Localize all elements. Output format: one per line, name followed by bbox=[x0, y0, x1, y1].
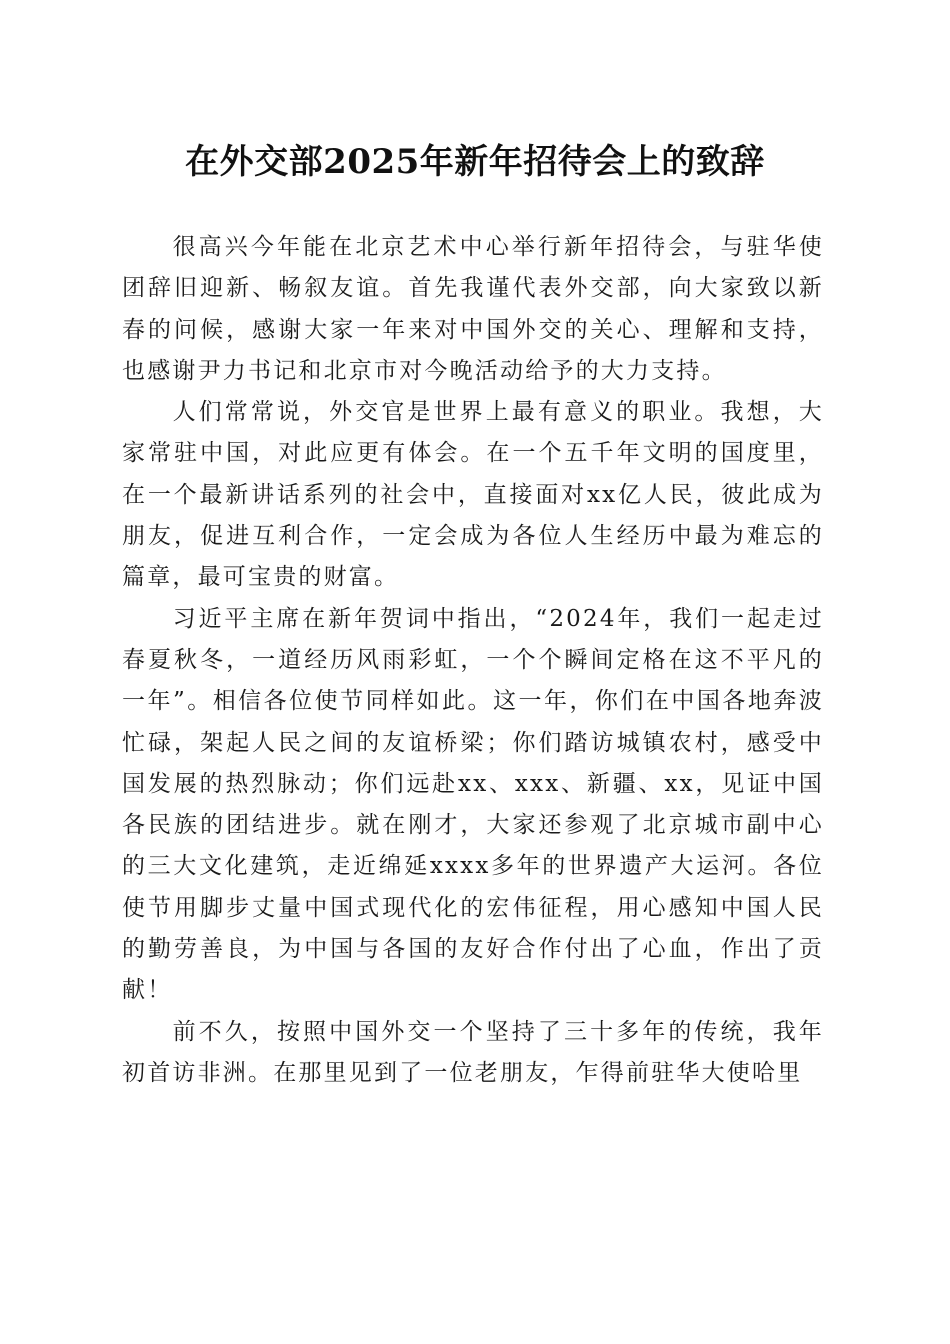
paragraph: 习近平主席在新年贺词中指出，“2024年，我们一起走过春夏秋冬，一道经历风雨彩虹，一个个瞬间定格在这不平凡的一年”。相信各位使节同样如此。这一年，你们在中国各地奔波忙碌，架起人民之间的友谊桥梁；你们踏访城镇农村，感受中国发展的热烈脉动；你们远赴xx、xxx、新疆、xx，见证中国各民族的团结进步。就在刚才，大家还参观了北京城市副中心的三大文化建筑，走近绵延xxxx多年的世界遗产大运河。各位使节用脚步丈量中国式现代化的宏伟征程，用心感知中国人民的勤劳善良，为中国与各国的友好合作付出了心血，作出了贡献！ bbox=[122, 605, 824, 1004]
document-body bbox=[122, 227, 824, 1094]
paragraph: 很高兴今年能在北京艺术中心举行新年招待会，与驻华使团辞旧迎新、畅叙友谊。首先我谨代表外交部，向大家致以新春的问候，感谢大家一年来对中国外交的关心、理解和支持，也感谢尹力书记和北京市对今晚活动给予的大力支持。 bbox=[122, 234, 824, 384]
paragraph: 前不久，按照中国外交一个坚持了三十多年的传统，我年初首访非洲。在那里见到了一位老朋友，乍得前驻华大使哈里 bbox=[122, 1018, 824, 1086]
paragraph: 人们常常说，外交官是世界上最有意义的职业。我想，大家常驻中国，对此应更有体会。在一个五千年文明的国度里，在一个最新讲话系列的社会中，直接面对xx亿人民，彼此成为朋友，促进互利合作，一定会成为各位人生经历中最为难忘的篇章，最可宝贵的财富。 bbox=[122, 399, 824, 591]
document-title: 在外交部2025年新年招待会上的致辞 bbox=[185, 142, 765, 182]
